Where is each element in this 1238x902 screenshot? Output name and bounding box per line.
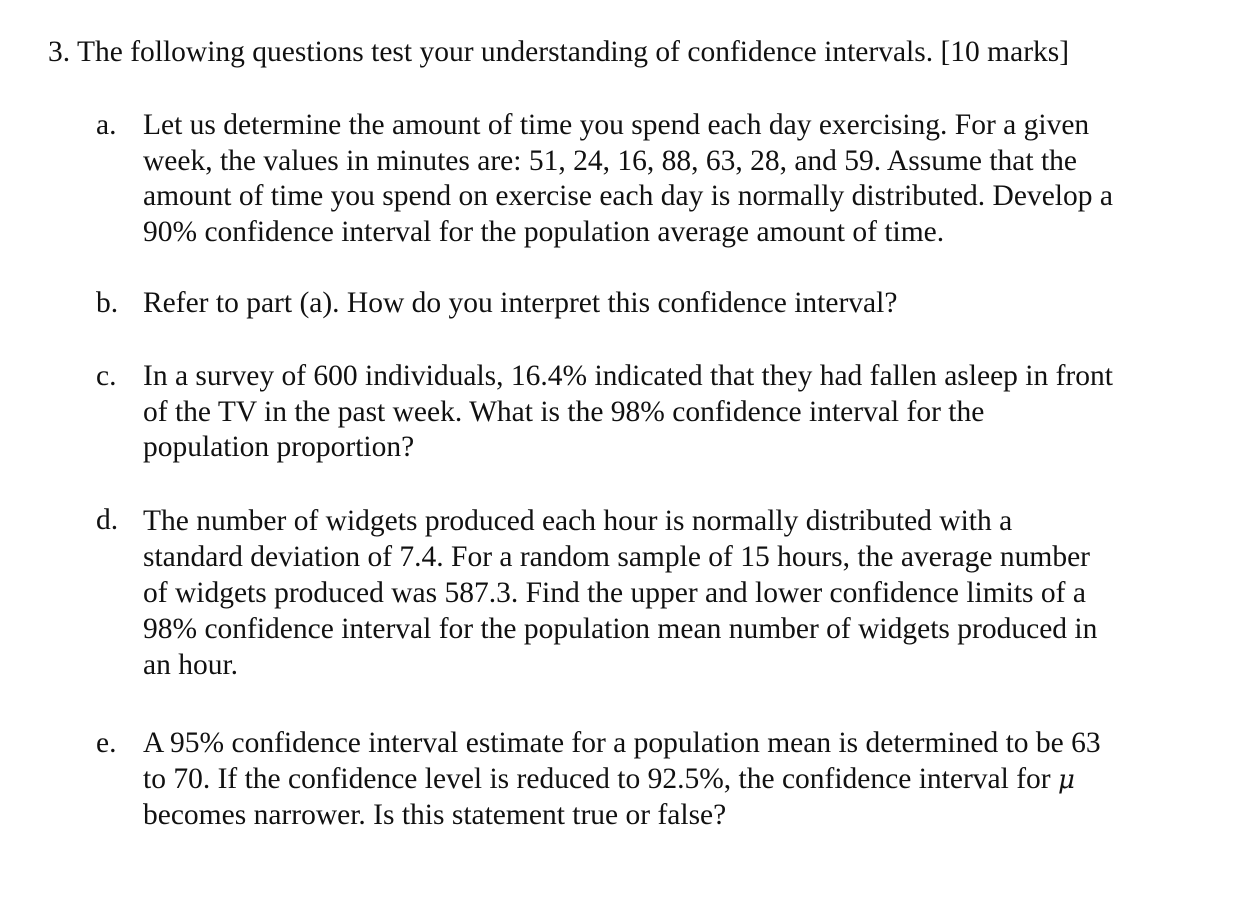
- part-letter: d.: [96, 504, 119, 536]
- part-letter: a.: [96, 109, 117, 141]
- text-line: Let us determine the amount of time you spend each day exercising. For a given: [143, 109, 1090, 141]
- text-line: In a survey of 600 individuals, 16.4% indicated that they had fallen asleep in front: [143, 360, 1113, 392]
- part-text: [143, 286, 1183, 322]
- part-text: [143, 503, 1183, 683]
- part-letter: b.: [96, 287, 119, 319]
- text-line: week, the values in minutes are: 51, 24, 16, 88, 63, 28, and 59. Assume that the: [143, 144, 1078, 177]
- text-line: 90% confidence interval for the population average amount of time.: [143, 215, 945, 248]
- text-line: A 95% confidence interval estimate for a population mean is determined to be 63: [143, 727, 1101, 759]
- part-text: [143, 108, 1183, 250]
- text-segment: to 70. If the confidence level is reduced to 92.5%, the confidence interval for: [143, 762, 1058, 795]
- question-heading: 3. The following questions test your understanding of confidence intervals. [10 marks]: [48, 36, 1070, 68]
- text-line: standard deviation of 7.4. For a random sample of 15 hours, the average number: [143, 541, 1091, 573]
- text-line: becomes narrower. Is this statement true or false?: [143, 799, 727, 831]
- part-letter: c.: [96, 360, 117, 392]
- text-line: population proportion?: [143, 431, 415, 463]
- text-line: The number of widgets produced each hour is normally distributed with a: [143, 505, 1013, 537]
- text-line: of widgets produced was 587.3. Find the upper and lower confidence limits of a: [143, 577, 1086, 609]
- part-letter: e.: [96, 727, 117, 759]
- part-text: [143, 359, 1183, 466]
- mu-symbol: μ: [1057, 764, 1075, 795]
- text-line: amount of time you spend on exercise each day is normally distributed. Develop a: [143, 180, 1113, 212]
- text-line: Refer to part (a). How do you interpret this confidence interval?: [143, 287, 898, 319]
- text-line: [143, 762, 1183, 799]
- text-line: 98% confidence interval for the population mean number of widgets produced in: [143, 613, 1098, 645]
- part-text: [143, 726, 1183, 834]
- text-line: of the TV in the past week. What is the 98% confidence interval for the: [143, 395, 985, 428]
- text-line: an hour.: [143, 649, 239, 681]
